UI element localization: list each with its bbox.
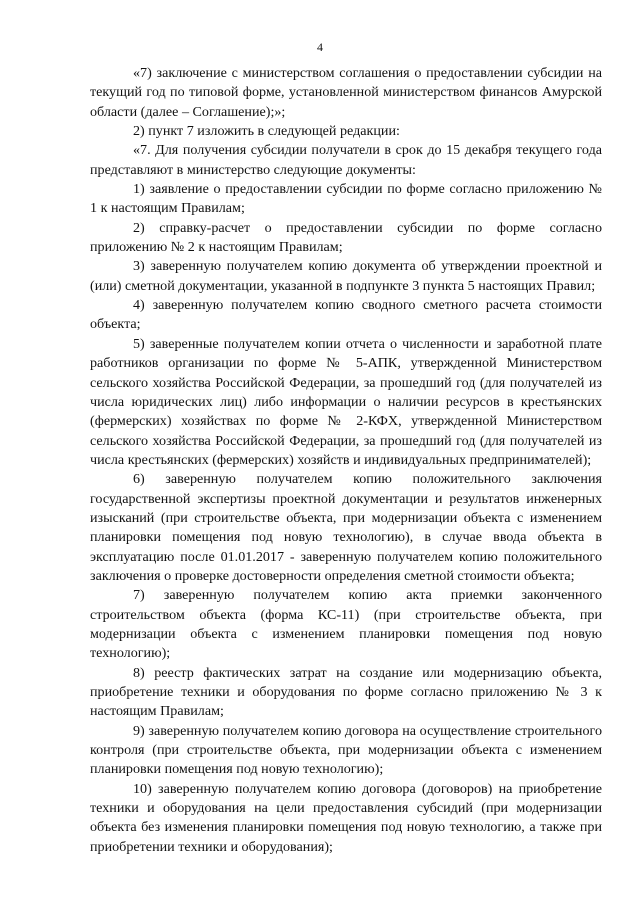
- list-item-8: 8) реестр фактических затрат на создание или модернизацию объекта, приобретение техники и оборудования по форме согласно приложению № 3 к настоящим Правилам;: [90, 664, 602, 720]
- list-item-3: 3) заверенную получателем копию документа об утверждении проектной и (или) сметной документации, указанной в подпункте 3 пункта 5 настоящих Правил;: [90, 258, 602, 294]
- document-body: [90, 64, 602, 857]
- list-item-1: 1) заявление о предоставлении субсидии по форме согласно приложению № 1 к настоящим Правилам;: [90, 181, 602, 217]
- paragraph-clause-7-agreement: «7) заключение с министерством соглашения о предоставлении субсидии на текущий год по типовой форме, установленной министерством финансов Амурской области (далее – Соглашение);»;: [90, 65, 602, 120]
- list-item-10: 10) заверенную получателем копию договора (договоров) на приобретение техники и оборудования на цели предоставления субсидий (при модернизации объекта без изменения планировки помещения под новую технологию, а также при приобретении техники и оборудования);: [90, 780, 602, 855]
- paragraph-amend-point-7: 2) пункт 7 изложить в следующей редакции:: [133, 123, 400, 140]
- paragraph-point-7-intro: «7. Для получения субсидии получатели в срок до 15 декабря текущего года представляют в министерство следующие документы:: [90, 142, 602, 178]
- list-item-6: 6) заверенную получателем копию положительного заключения государственной экспертизы проектной документации и результатов инженерных изысканий (при строительстве объекта, при модернизации объекта с изменением планировки помещения под новую технологию), в случае ввода объекта в эксплуатацию после 01.01.2017 - заверенную получателем копию положительного заключения о проверке достоверности определения сметной стоимости объекта;: [90, 471, 602, 584]
- list-item-4: 4) заверенную получателем копию сводного сметного расчета стоимости объекта;: [90, 297, 602, 333]
- list-item-2: 2) справку-расчет о предоставлении субсидии по форме согласно приложению № 2 к настоящим Правилам;: [90, 219, 602, 256]
- page-number: 4: [317, 40, 323, 54]
- list-item-7: 7) заверенную получателем копию акта приемки законченного строительством объекта (форма КС-11) (при строительстве объекта, при модернизации объекта с изменением планировки помещения под новую технологию);: [90, 587, 602, 662]
- list-item-9: 9) заверенную получателем копию договора на осуществление строительного контроля (при строительстве объекта, при модернизации объекта с изменением планировки помещения под новую технологию);: [90, 722, 602, 778]
- list-item-5: 5) заверенные получателем копии отчета о численности и заработной плате работников организации по форме № 5-АПК, утвержденной Министерством сельского хозяйства Российской Федерации, за прошедший год (для получателей из числа юридических лиц) либо информации о наличии ресурсов в крестьянских (фермерских) хозяйствах по форме № 2-КФХ, утвержденной Министерством сельского хозяйства Российской Федерации, за прошедший год (для получателей из числа крестьянских (фермерских) хозяйств и индивидуальных предпринимателей);: [90, 335, 602, 468]
